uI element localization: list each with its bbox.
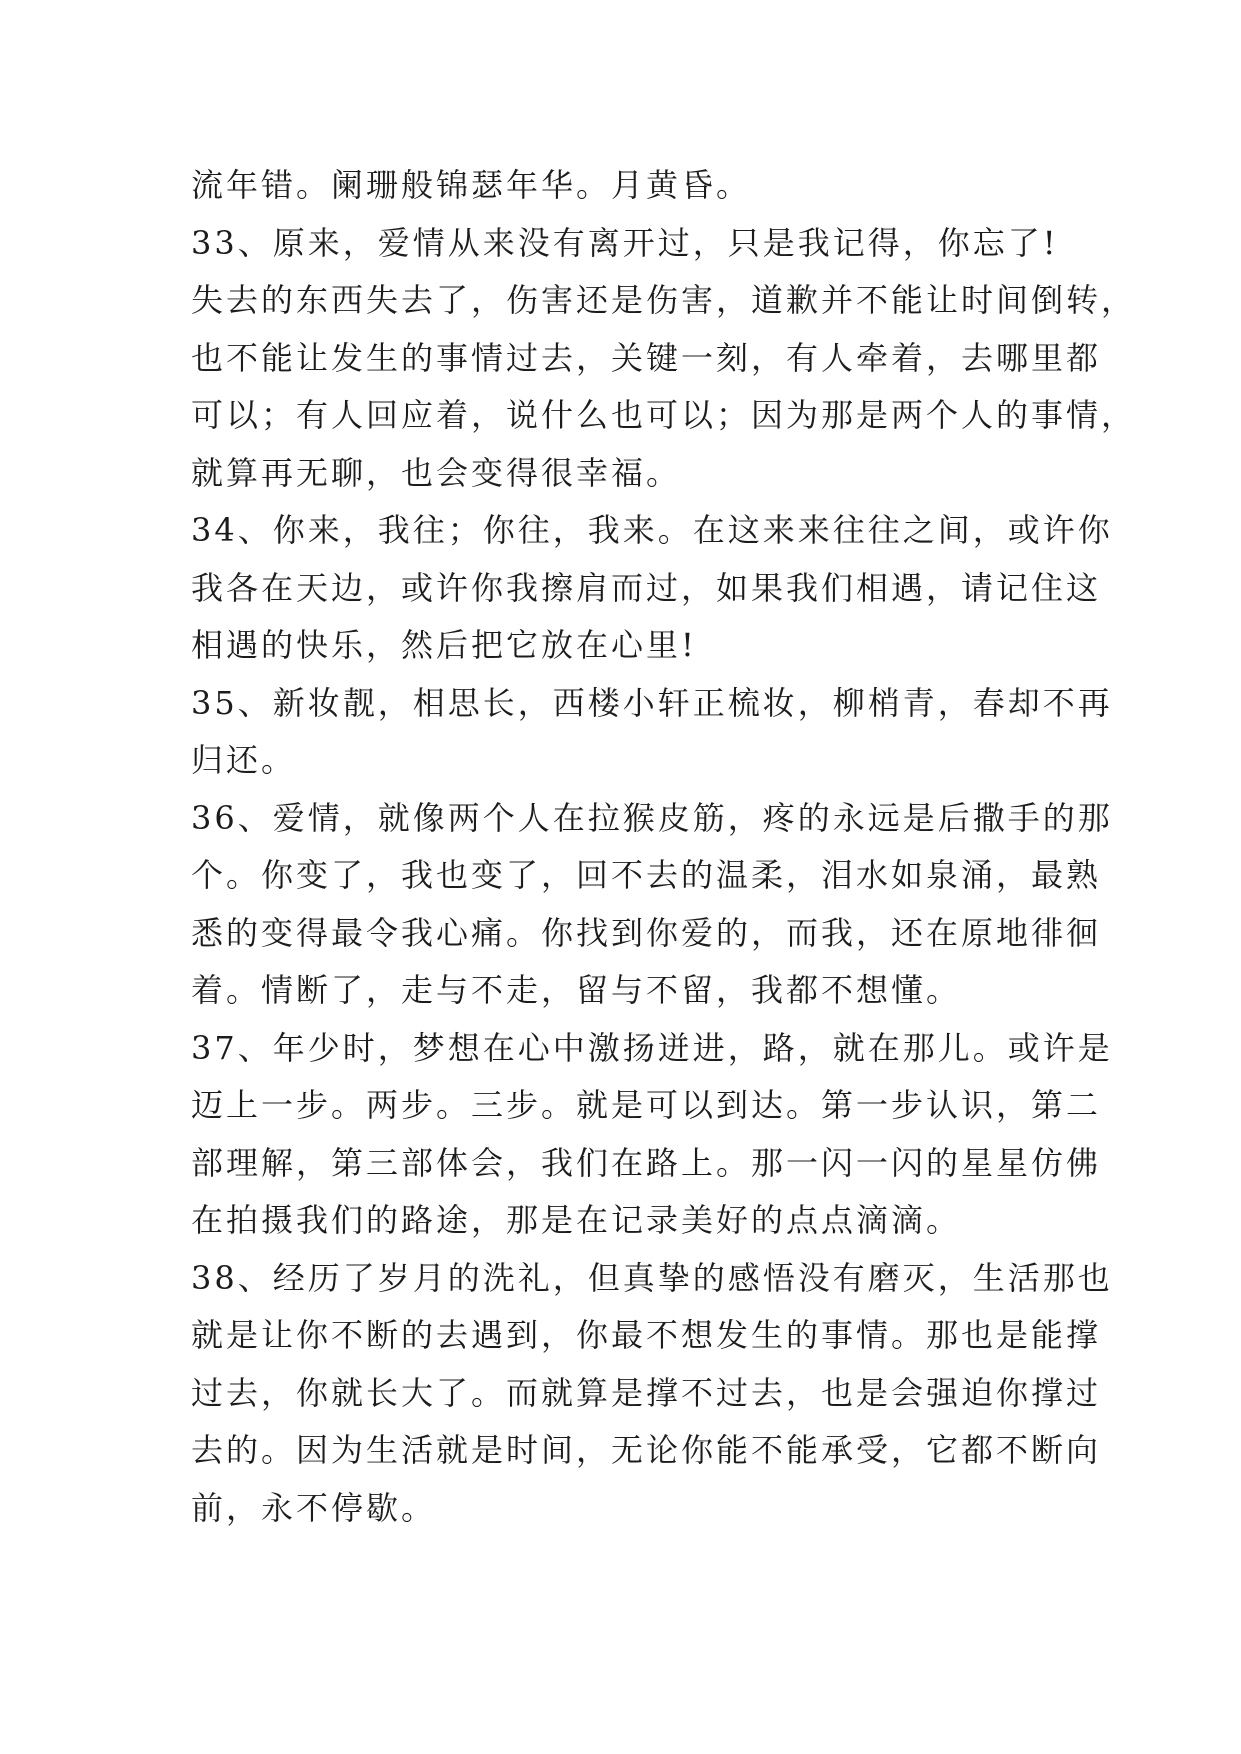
text-line: 相遇的快乐，然后把它放在心里! — [191, 626, 697, 664]
text-line: 过去，你就长大了。而就算是撑不过去，也是会强迫你撑过 — [191, 1373, 1102, 1412]
text-line: 个。你变了，我也变了，回不去的温柔，泪水如泉涌，最熟 — [191, 856, 1102, 894]
text-line: 也不能让发生的事情过去，关键一刻，有人牵着，去哪里都 — [191, 338, 1102, 377]
text-line: 在拍摄我们的路途，那是在记录美好的点点滴滴。 — [191, 1201, 962, 1239]
text-line: 就是让你不断的去遇到，你最不想发生的事情。那也是能撑 — [191, 1316, 1102, 1354]
text-line: 去的。因为生活就是时间，无论你能不能承受，它都不断向 — [191, 1431, 1102, 1469]
text-line: 可以；有人回应着，说什么也可以；因为那是两个人的事情， — [191, 396, 1137, 434]
text-line: 着。情断了，走与不走，留与不留，我都不想懂。 — [191, 971, 962, 1009]
text-line: 我各在天边，或许你我擦肩而过，如果我们相遇，请记住这 — [191, 568, 1102, 607]
text-line: 34、你来，我往；你往，我来。在这来来往往之间，或许你 — [191, 511, 1113, 549]
text-line: 33、原来，爱情从来没有离开过，只是我记得，你忘了! — [191, 223, 1059, 262]
text-line: 就算再无聊，也会变得很幸福。 — [191, 453, 682, 492]
text-line: 前，永不停歇。 — [191, 1488, 437, 1527]
document-body — [191, 157, 1137, 1537]
text-line: 归还。 — [191, 741, 297, 779]
text-line: 38、经历了岁月的洗礼，但真挚的感悟没有磨灭，生活那也 — [191, 1258, 1113, 1297]
text-line: 部理解，第三部体会，我们在路上。那一闪一闪的星星仿佛 — [191, 1143, 1102, 1182]
text-line: 36、爱情，就像两个人在拉猴皮筋，疼的永远是后撒手的那 — [191, 798, 1113, 837]
text-line: 悉的变得最令我心痛。你找到你爱的，而我，还在原地徘徊 — [191, 913, 1102, 952]
text-line: 37、年少时，梦想在心中激扬迸进，路，就在那儿。或许是 — [191, 1028, 1113, 1067]
text-line: 35、新妆靓，相思长，西楼小轩正梳妆，柳梢青，春却不再 — [191, 683, 1113, 722]
text-line: 流年错。阑珊般锦瑟年华。月黄昏。 — [191, 166, 752, 204]
text-line: 失去的东西失去了，伤害还是伤害，道歉并不能让时间倒转， — [191, 281, 1137, 319]
text-line: 迈上一步。两步。三步。就是可以到达。第一步认识，第二 — [191, 1086, 1102, 1124]
